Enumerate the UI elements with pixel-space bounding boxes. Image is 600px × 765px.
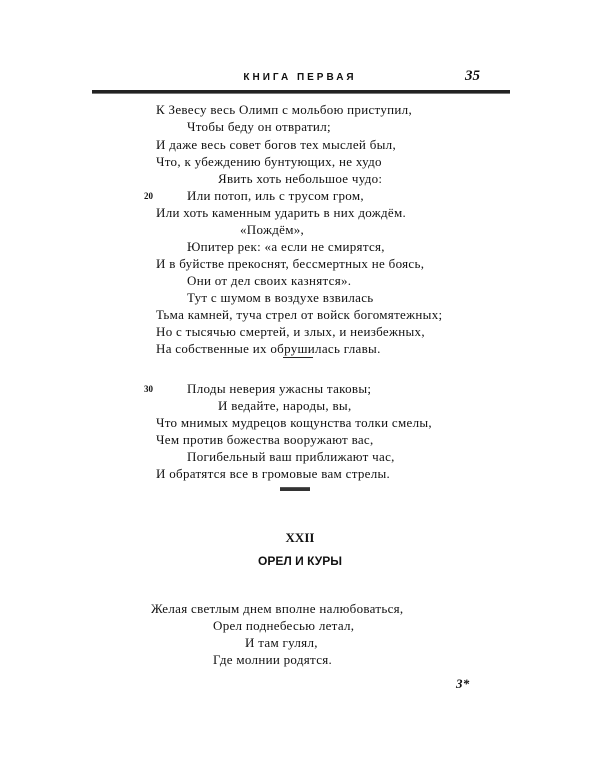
running-title: КНИГА ПЕРВАЯ	[243, 72, 357, 83]
verse-line: На собственные их обрушилась главы.	[156, 341, 381, 356]
verse-line: Или хоть каменным ударить в них дождём.	[156, 205, 407, 220]
verse-line: Орел поднебесью летал,	[213, 618, 355, 633]
verse-line: Желая светлым днем вполне налюбоваться,	[151, 601, 404, 616]
verse-line: И в буйстве прекоснят, бессмертных не боясь,	[156, 256, 425, 271]
verse-line: Чем против божества вооружают вас,	[156, 432, 374, 447]
page-number: 35	[465, 68, 480, 84]
verse-line: Тут с шумом в воздухе взвилась	[187, 290, 374, 305]
verse-line: «Пождём»,	[240, 222, 305, 237]
fable-number: XXII	[285, 530, 315, 545]
verse-line: Чтобы беду он отвратил;	[187, 119, 331, 134]
fable-title: ОРЕЛ И КУРЫ	[258, 554, 342, 568]
line-number: 30	[144, 384, 153, 394]
verse-line: Явить хоть небольшое чудо:	[218, 171, 383, 186]
verse-line: Что мнимых мудрецов кощунства толки смелы,	[156, 415, 432, 430]
verse-line: И обратятся все в громовые вам стрелы.	[156, 466, 391, 481]
verse-line: Или потоп, иль с трусом гром,	[187, 188, 364, 203]
verse-line: Они от дел своих казнятся».	[187, 273, 352, 288]
verse-line: Погибельный ваш приближают час,	[187, 449, 395, 464]
verse-line: Что, к убеждению бунтующих, не худо	[156, 154, 382, 169]
verse-line: Юпитер рек: «а если не смирятся,	[187, 239, 385, 254]
verse-line: Но с тысячью смертей, и злых, и неизбежных,	[156, 324, 425, 339]
header-rule	[92, 90, 510, 94]
verse-line: И даже весь совет богов тех мыслей был,	[156, 137, 397, 152]
verse-line: Плоды неверия ужасны таковы;	[187, 381, 372, 396]
verse-line: И ведайте, народы, вы,	[218, 398, 352, 413]
verse-line: Тьма камней, туча стрел от войск богомятежных;	[156, 307, 443, 322]
verse-line: И там гулял,	[245, 635, 318, 650]
line-number: 20	[144, 191, 153, 201]
signature-mark: 3*	[456, 676, 470, 691]
verse-line: Где молнии родятся.	[213, 652, 333, 667]
section-ornament	[280, 487, 310, 491]
stanza-divider	[283, 357, 313, 358]
verse-line: К Зевесу весь Олимп с мольбою приступил,	[156, 102, 412, 117]
